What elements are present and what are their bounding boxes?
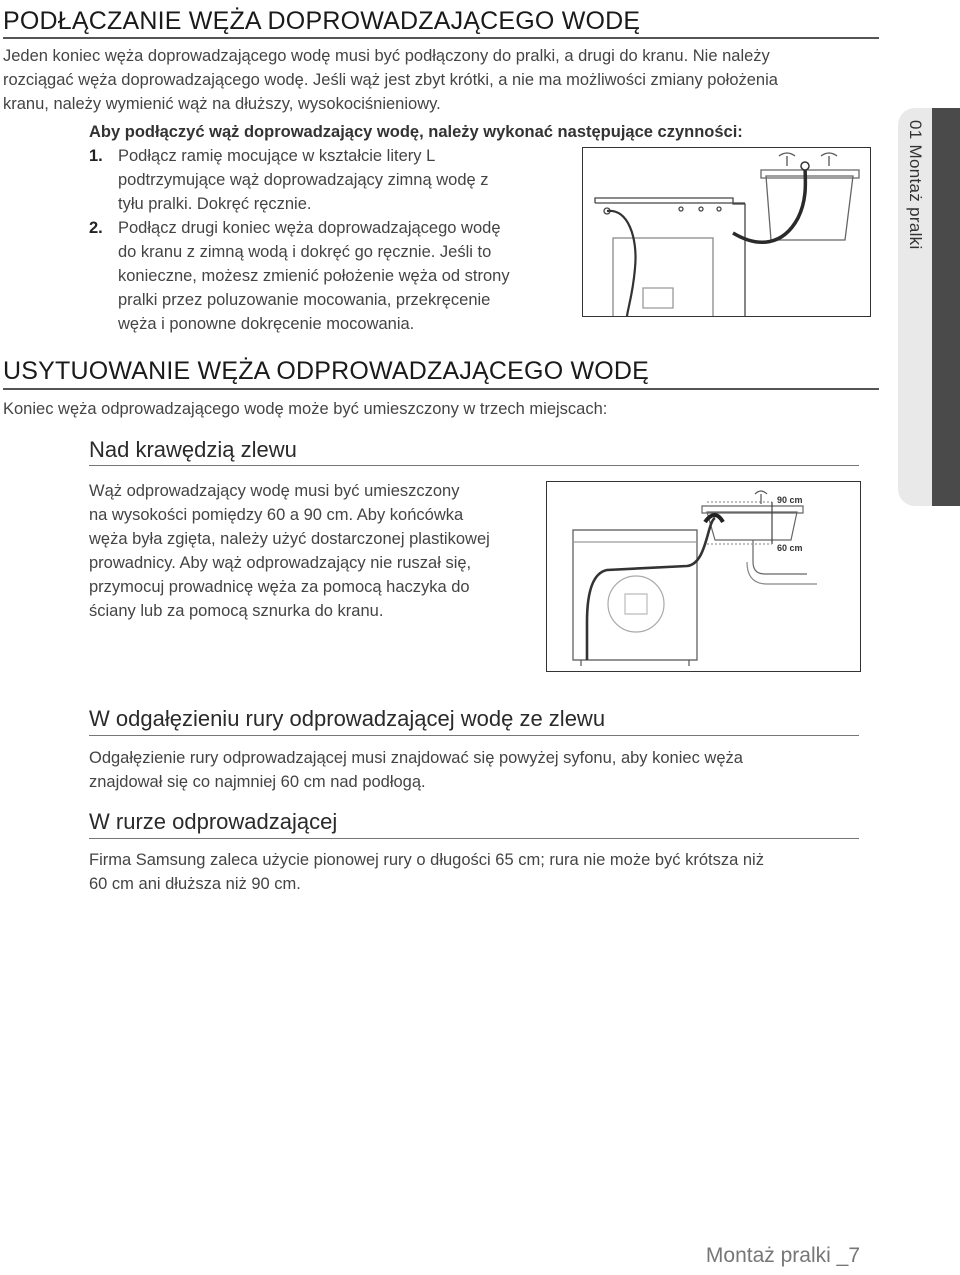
step-line: tyłu pralki. Dokręć ręcznie. bbox=[118, 195, 312, 213]
step-line: do kranu z zimną wodą i dokręć go ręcznie. Jeśli to bbox=[118, 243, 492, 261]
step-line: węża i ponowne dokręcenie mocowania. bbox=[118, 315, 415, 333]
pipe-instructions bbox=[89, 848, 869, 896]
dimension-label-60: 60 cm bbox=[777, 543, 803, 553]
washer-back-outline bbox=[595, 198, 745, 316]
title-rule bbox=[3, 388, 879, 390]
text-line: prowadnicy. Aby wąż odprowadzający nie ruszał się, bbox=[89, 554, 472, 572]
sink-instructions bbox=[89, 479, 539, 623]
step-line: podtrzymujące wąż doprowadzający zimną wodę z bbox=[118, 171, 489, 189]
step-number: 1. bbox=[89, 147, 103, 165]
subsection-title-pipe: W rurze odprowadzającej bbox=[89, 809, 338, 834]
text-line: 60 cm ani dłuższa niż 90 cm. bbox=[89, 875, 301, 893]
inlet-hose-illustration bbox=[582, 147, 871, 317]
branch-instructions bbox=[89, 746, 869, 794]
text-line: przymocuj prowadnicę węża za pomocą haczyka do bbox=[89, 578, 470, 596]
inlet-hose-drawing bbox=[583, 148, 870, 316]
text-line: Wąż odprowadzający wodę musi być umieszczony bbox=[89, 482, 460, 500]
chapter-tab-label bbox=[898, 108, 932, 506]
page-footer: Montaż pralki _7 bbox=[705, 1244, 860, 1267]
step-line: Podłącz drugi koniec węża doprowadzającego wodę bbox=[118, 219, 501, 237]
step-item bbox=[89, 144, 559, 216]
intro-line: kranu, należy wymienić wąż na dłuższy, wysokociśnieniowy. bbox=[3, 95, 441, 113]
section1-intro bbox=[3, 44, 883, 116]
subsection-rule bbox=[89, 838, 859, 839]
title-rule bbox=[3, 37, 879, 39]
section2-intro: Koniec węża odprowadzającego wodę może być umieszczony w trzech miejscach: bbox=[3, 400, 608, 418]
washer-outline bbox=[573, 530, 697, 660]
text-line: ściany lub za pomocą sznurka do kranu. bbox=[89, 602, 384, 620]
section-title-inlet-hose: PODŁĄCZANIE WĘŻA DOPROWADZAJĄCEGO WODĘ bbox=[3, 7, 641, 35]
drain-hose-illustration bbox=[546, 481, 861, 672]
drain-hose-drawing bbox=[547, 482, 860, 671]
drain-hose bbox=[587, 518, 715, 660]
step-number: 2. bbox=[89, 219, 103, 237]
intro-line: rozciągać węża doprowadzającego wodę. Jeśli wąż jest zbyt krótki, a nie ma możliwości zmiany położenia bbox=[3, 71, 778, 89]
dimension-label-90: 90 cm bbox=[777, 495, 803, 505]
steps-list bbox=[89, 144, 559, 336]
text-line: węża była zgięta, należy użyć dostarczonej plastikowej bbox=[89, 530, 490, 548]
text-line: na wysokości pomiędzy 60 a 90 cm. Aby końcówka bbox=[89, 506, 464, 524]
tap-connector-icon bbox=[801, 162, 809, 170]
step-line: pralki przez poluzowanie mocowania, przekręcenie bbox=[118, 291, 491, 309]
section-title-drain-hose: USYTUOWANIE WĘŻA ODPROWADZAJĄCEGO WODĘ bbox=[3, 357, 650, 385]
text-line: Firma Samsung zaleca użycie pionowej rury o długości 65 cm; rura nie może być krótsza niż bbox=[89, 851, 764, 869]
chapter-tab-edge bbox=[932, 108, 960, 506]
text-line: znajdował się co najmniej 60 cm nad podłogą. bbox=[89, 773, 426, 791]
instructions-subheading: Aby podłączyć wąż doprowadzający wodę, należy wykonać następujące czynności: bbox=[89, 123, 743, 141]
subsection-title-sink: Nad krawędzią zlewu bbox=[89, 437, 297, 462]
hose-segment bbox=[607, 211, 636, 316]
intro-line: Jeden koniec węża doprowadzającego wodę musi być podłączony do pralki, a drugi do kranu. Nie należy bbox=[3, 47, 770, 65]
step-line: konieczne, możesz zmienić położenie węża od strony bbox=[118, 267, 510, 285]
subsection-title-branch: W odgałęzieniu rury odprowadzającej wodę ze zlewu bbox=[89, 706, 606, 731]
sink-basin bbox=[766, 176, 853, 240]
chapter-tab-text: 01 Montaż pralki bbox=[906, 120, 925, 250]
step-line: Podłącz ramię mocujące w kształcie litery L bbox=[118, 147, 436, 165]
text-line: Odgałęzienie rury odprowadzającej musi znajdować się powyżej syfonu, aby koniec węża bbox=[89, 749, 743, 767]
subsection-rule bbox=[89, 465, 859, 466]
step-item bbox=[89, 216, 559, 336]
subsection-rule bbox=[89, 735, 859, 736]
